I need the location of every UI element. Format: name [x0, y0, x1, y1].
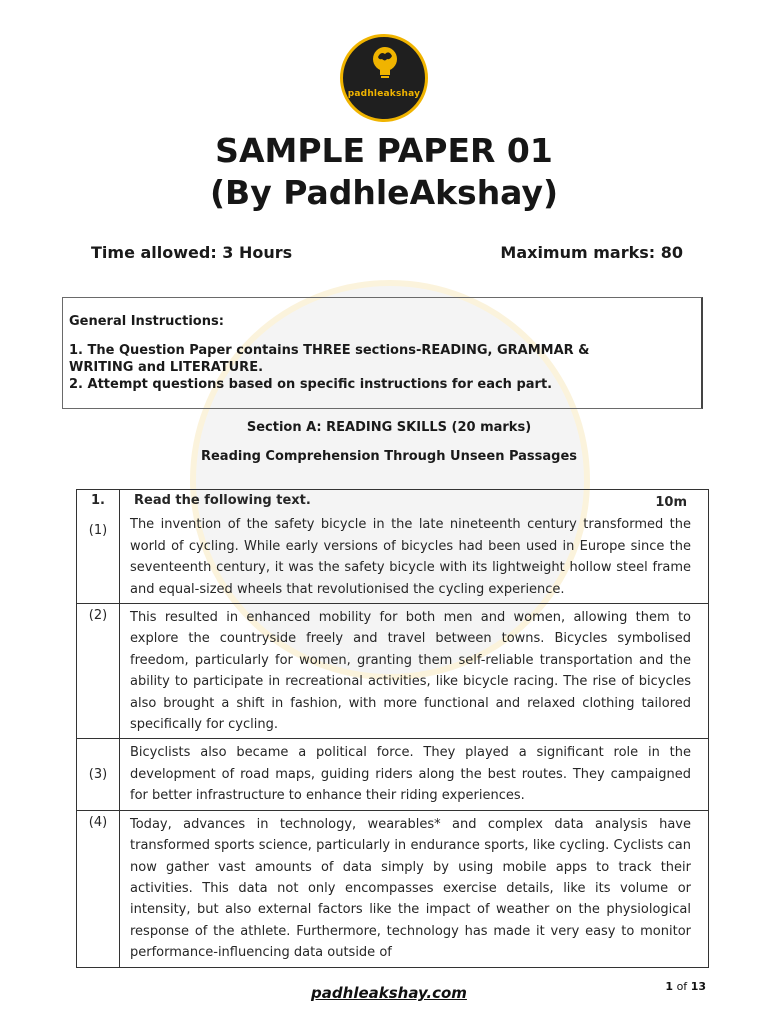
general-instructions-box: [62, 297, 703, 409]
logo-text: padhleakshay: [347, 89, 421, 99]
title-line-1: SAMPLE PAPER 01: [215, 131, 553, 170]
page-title: [0, 130, 768, 214]
paragraph-text: Today, advances in technology, wearables* and complex data analysis have transformed sports science, particularly in endurance sports, like cycling. Cyclists can now gather vast amounts of data simply by using mobile apps to track their activities. This data not only encompasses exercise details, like its volume or intensity, but also external factors like the impact of weather on the physiological response of the athlete. Furthermore, technology has made it very easy to monitor performance-influencing data outside of: [120, 810, 709, 967]
maximum-marks: Maximum marks: 80: [500, 243, 683, 262]
paragraph-number: (1): [77, 514, 120, 603]
paragraph-number: (3): [77, 739, 120, 810]
paragraph-row: [77, 810, 709, 967]
question-prompt-cell: [120, 490, 709, 515]
page-of: of: [676, 980, 688, 993]
instruction-item-1: 1. The Question Paper contains THREE sections-READING, GRAMMAR & WRITING and LITERATURE.: [69, 343, 590, 375]
passage-table: [76, 489, 709, 968]
paragraph-text: Bicyclists also became a political force. They played a significant role in the development of road maps, guiding riders along the best routes. They campaigned for better infrastructure to enhance their riding experiences.: [120, 739, 709, 810]
footer-site-link[interactable]: padhleakshay.com: [311, 984, 467, 1002]
section-title: Section A: READING SKILLS (20 marks): [246, 420, 532, 435]
paragraph-number: (4): [77, 810, 120, 967]
paragraph-row: [77, 514, 709, 603]
paragraph-text: The invention of the safety bicycle in the late nineteenth century transformed the world of cycling. While early versions of bicycles had been used in Europe since the seventeenth century, it was the safety bicycle with its lightweight hollow steel frame and equal-sized wheels that revolutionised the cycling experience.: [120, 514, 709, 603]
page-current: 1: [665, 980, 674, 993]
question-prompt: Read the following text.: [134, 493, 311, 508]
time-allowed: Time allowed: 3 Hours: [91, 243, 293, 262]
question-marks: 10m: [655, 495, 687, 510]
paragraph-row: [77, 604, 709, 739]
page-total: 13: [690, 980, 706, 993]
title-line-2: (By PadhleAkshay): [209, 173, 559, 212]
lightbulb-brain-icon: [370, 45, 400, 87]
paragraph-text: This resulted in enhanced mobility for both men and women, allowing them to explore the countryside freely and travel between towns. Bicycles symbolised freedom, particularly for women, granting them self-reliable transportation and the ability to participate in recreational activities, like bicycle racing. The rise of bicycles also brought a shift in fashion, with more functional and relaxed clothing tailored specifically for cycling.: [120, 604, 709, 739]
section-subtitle: Reading Comprehension Through Unseen Passages: [200, 449, 578, 464]
instructions-heading: General Instructions:: [69, 314, 224, 329]
paragraph-number: (2): [77, 604, 120, 739]
instruction-item-2: 2. Attempt questions based on specific instructions for each part.: [69, 377, 553, 392]
paragraph-row: [77, 739, 709, 810]
page-number: [665, 980, 706, 993]
question-number: 1.: [77, 490, 120, 515]
question-header-row: [77, 490, 709, 515]
brand-logo: [340, 34, 428, 122]
